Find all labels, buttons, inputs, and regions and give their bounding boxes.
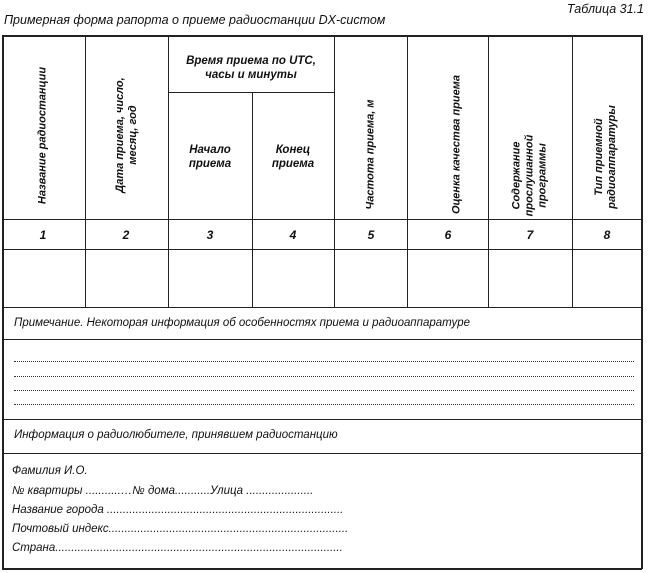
col-content xyxy=(511,106,550,246)
column-number: 5 xyxy=(367,228,375,242)
surname-field: Фамилия И.О. xyxy=(12,465,88,477)
note-label: Примечание. Некоторая информация об особенностях приема и радиоаппаратуре xyxy=(14,317,471,329)
col-station-name: Название радиостанции xyxy=(36,66,49,205)
note-dotted-line xyxy=(14,355,634,362)
col-end-line1: Конец xyxy=(275,144,311,156)
col-equipment-line2: радиоаппаратуры xyxy=(606,105,618,209)
zip-field: Почтовый индекс........................................................................... xyxy=(12,523,349,535)
city-field: Название города .......................................................................... xyxy=(12,504,344,516)
col-date-line2: месяц, год xyxy=(127,105,139,165)
col-equipment-line1: Тип приемной xyxy=(593,118,605,196)
note-dotted-line xyxy=(14,398,634,405)
note-dotted-line xyxy=(14,384,634,391)
listener-label: Информация о радиолюбителе, принявшем радиостанцию xyxy=(14,429,338,441)
col-content-line3: программы xyxy=(536,143,549,208)
col-equipment xyxy=(593,77,619,237)
col-start xyxy=(168,143,252,171)
col-end-line2: приема xyxy=(271,158,315,170)
column-number: 7 xyxy=(526,228,534,242)
col-quality: Оценка качества приема xyxy=(450,74,463,215)
col-date xyxy=(114,65,140,205)
note-dotted-line xyxy=(14,370,634,377)
column-number: 2 xyxy=(122,228,130,242)
col-time-group-line1: Время приема по UTC, xyxy=(186,55,316,67)
column-number: 4 xyxy=(289,228,297,242)
column-number: 1 xyxy=(39,228,47,242)
col-start-line1: Начало xyxy=(189,144,231,156)
country-field: Страна.......................................................................................... xyxy=(12,542,343,554)
col-end xyxy=(252,143,334,171)
col-time-group xyxy=(168,54,334,82)
form-title: Примерная форма рапорта о приеме радиостанции DX-систом xyxy=(4,13,386,27)
col-date-line1: Дата приема, число, xyxy=(114,77,126,193)
column-number: 3 xyxy=(206,228,214,242)
col-content-line2: прослушанной xyxy=(523,134,536,217)
address-field: № квартиры ...........…№ дома...........Улица ..................... xyxy=(12,485,314,497)
table-number: Таблица 31.1 xyxy=(566,2,644,16)
col-time-group-line2: часы и минуты xyxy=(205,69,297,81)
col-frequency: Частота приема, м xyxy=(364,99,377,210)
col-start-line2: приема xyxy=(188,158,232,170)
column-number: 8 xyxy=(603,228,611,242)
column-number: 6 xyxy=(444,228,452,242)
col-content-line1: Содержание xyxy=(510,141,523,210)
